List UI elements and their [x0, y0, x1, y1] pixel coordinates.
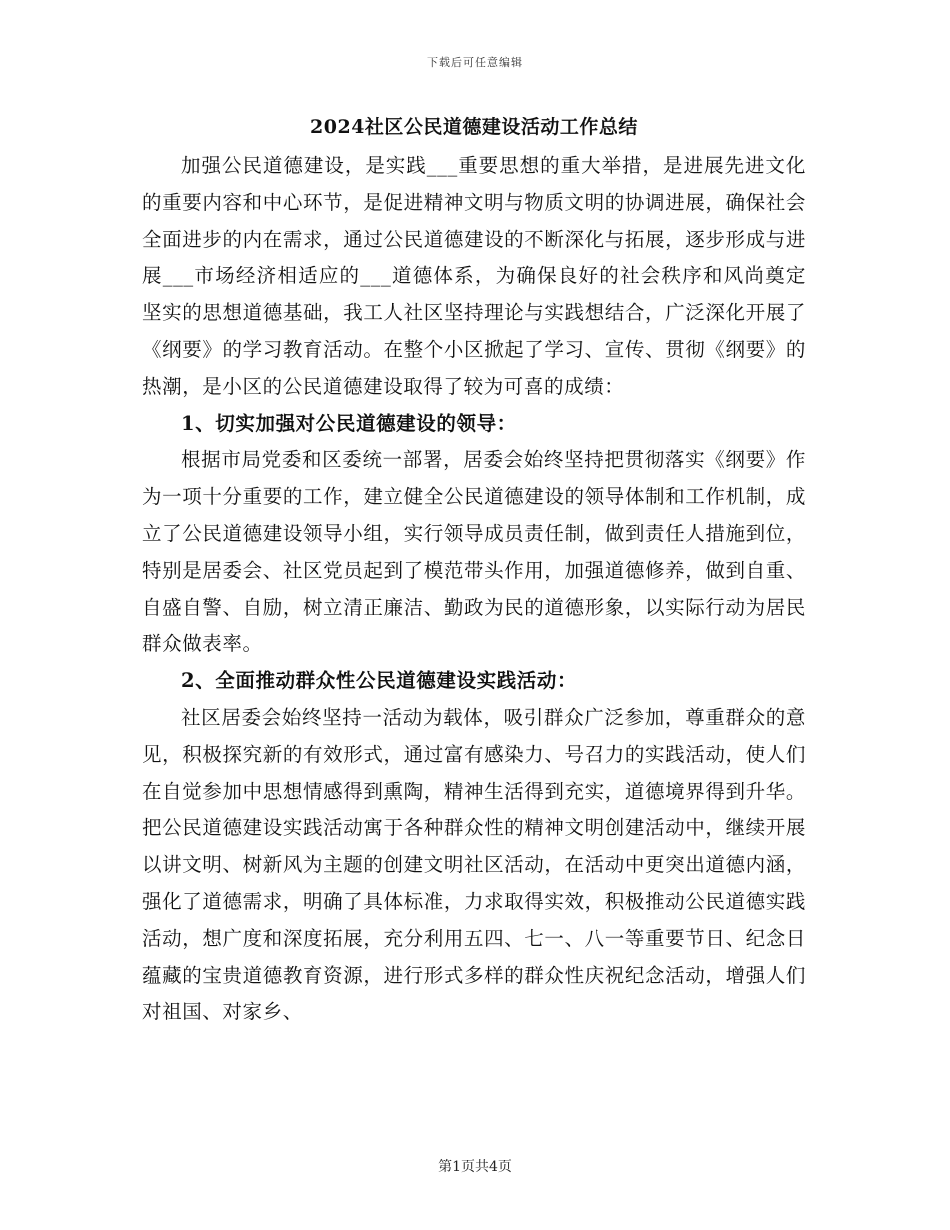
section-heading-1: 1、切实加强对公民道德建设的领导：	[181, 411, 517, 435]
document-title: 2024社区公民道德建设活动工作总结	[310, 116, 638, 138]
intro-paragraph: 加强公民道德建设，是实践___重要思想的重大举措，是进展先进文化的重要内容和中心环节，是促进精神文明与物质文明的协调进展，确保社会全面进步的内在需求，通过公民道德建设的不断深化与拓展，逐步形成与进展___市场经济相适应的___道德体系，为确保良好的社会秩序和风尚奠定坚实的思想道德基础，我工人社区坚持理论与实践想结合，广泛深化开展了《纲要》的学习教育活动。在整个小区掀起了学习、宣传、贯彻《纲要》的热潮，是小区的公民道德建设取得了较为可喜的成绩：	[142, 154, 806, 398]
document-body	[142, 112, 806, 1031]
section-body-2: 社区居委会始终坚持一活动为载体，吸引群众广泛参加，尊重群众的意见，积极探究新的有效形式，通过富有感染力、号召力的实践活动，使人们在自觉参加中思想情感得到熏陶，精神生活得到充实，道德境界得到升华。把公民道德建设实践活动寓于各种群众性的精神文明创建活动中，继续开展以讲文明、树新风为主题的创建文明社区活动，在活动中更突出道德内涵，强化了道德需求，明确了具体标准，力求取得实效，积极推动公民道德实践活动，想广度和深度拓展，充分利用五四、七一、八一等重要节日、纪念日蕴藏的宝贵道德教育资源，进行形式多样的群众性庆祝纪念活动，增强人们对祖国、对家乡、	[142, 705, 806, 1024]
header-note: 下载后可任意编辑	[427, 56, 523, 69]
page-number: 第1页共4页	[438, 1159, 512, 1175]
section-heading-2: 2、全面推动群众性公民道德建设实践活动：	[181, 669, 578, 693]
section-body-1: 根据市局党委和区委统一部署，居委会始终坚持把贯彻落实《纲要》作为一项十分重要的工作，建立健全公民道德建设的领导体制和工作机制，成立了公民道德建设领导小组，实行领导成员责任制，做到责任人措施到位，特别是居委会、社区党员起到了模范带头作用，加强道德修养，做到自重、自盛自警、自励，树立清正廉洁、勤政为民的道德形象，以实际行动为居民群众做表率。	[142, 448, 806, 656]
